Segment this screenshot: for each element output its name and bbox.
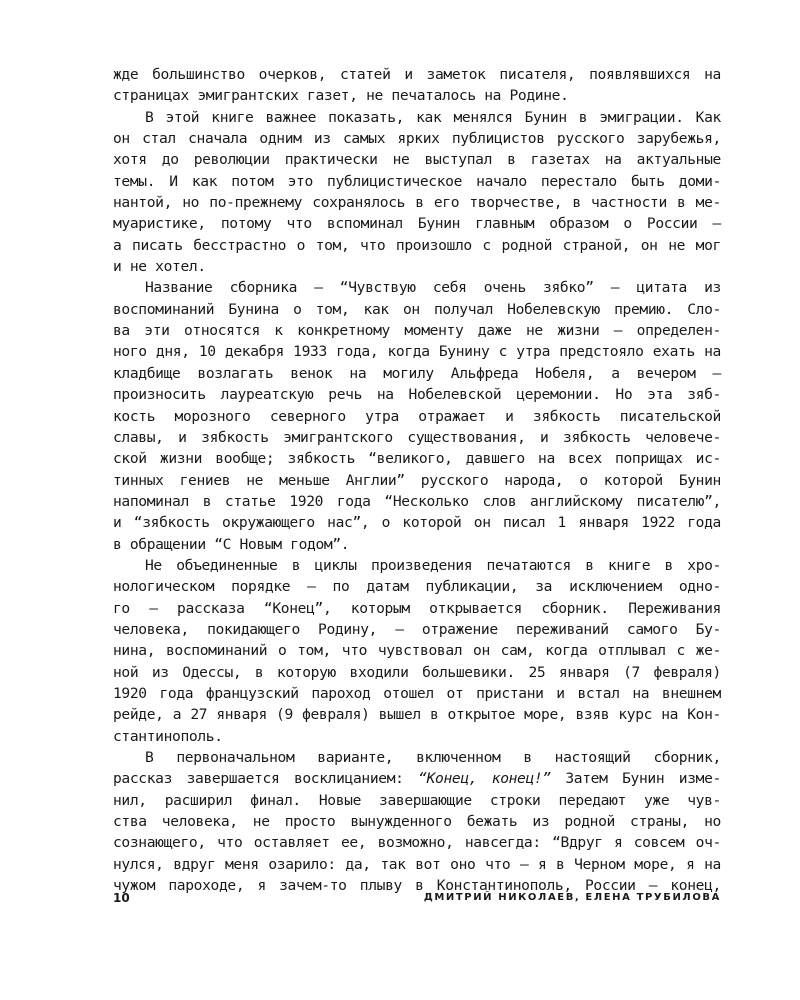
text-line: нологическом порядке — по датам публикации, за исключением одно-	[113, 578, 721, 596]
page-number: 10	[113, 891, 130, 905]
text-column	[113, 64, 721, 896]
text-line: кость морозного северного утра отражает и зябкость писательской	[113, 407, 721, 425]
text-line: напоминал в статье 1920 года “Несколько слов английскому писателю”,	[113, 492, 721, 510]
text-line: темы. И как потом это публицистическое начало перестало быть доми-	[113, 172, 721, 190]
page-body	[113, 64, 721, 896]
text-line: он стал сначала одним из самых ярких публицистов русского зарубежья,	[113, 130, 721, 148]
text-line: кладбище возлагать венок на могилу Альфреда Нобеля, а вечером —	[113, 364, 721, 382]
text-line: и “зябкость окружающего нас”, о которой он писал 1 января 1922 года	[113, 514, 721, 532]
text-line: нина, воспоминаний о том, что чувствовал он сам, когда отплывал с же-	[113, 642, 721, 660]
text-line: произносить лауреатскую речь на Нобелевской церемонии. Но эта зяб-	[113, 386, 721, 404]
text-line: нулся, вдруг меня озарило: да, так вот оно что — я в Черном море, я на	[113, 855, 721, 873]
text-fragment: рассказ завершается восклицанием:	[113, 770, 404, 788]
text-line: ской жизни вообще; зябкость “великого, давшего на всех поприщах ис-	[113, 450, 721, 468]
text-line: в обращении “С Новым годом”.	[113, 535, 350, 553]
text-line: ства человека, не просто вынужденного бежать из родной страны, но	[113, 813, 721, 831]
text-line: 1920 года французский пароход отошел от пристани и встал на внешнем	[113, 684, 721, 702]
text-line: нил, расширил финал. Новые завершающие строки передают уже чув-	[113, 791, 721, 809]
text-line: славы, и зябкость эмигрантского существования, и зябкость человече-	[113, 428, 721, 446]
text-line: муаристике, потому что вспоминал Бунин главным образом о России —	[113, 215, 721, 233]
page-footer	[113, 891, 721, 911]
text-line: а писать бесстрастно о том, что произошло с родной страной, он не мог	[113, 236, 721, 254]
running-head-authors: ДМИТРИЙ НИКОЛАЕВ, ЕЛЕНА ТРУБИЛОВА	[423, 892, 721, 903]
text-line: Не объединенные в циклы произведения печатаются в книге в хро-	[145, 556, 721, 574]
text-line: ного дня, 10 декабря 1933 года, когда Бунину с утра предстояло ехать на	[113, 343, 721, 361]
text-line: Название сборника — “Чувствую себя очень зябко” — цитата из	[145, 279, 721, 297]
text-line: ной из Одессы, в которую входили большевики. 25 января (7 февраля)	[113, 663, 721, 681]
text-line: сознающего, что оставляет ее, возможно, навсегда: “Вдруг я совсем оч-	[113, 834, 721, 852]
text-line: человека, покидающего Родину, — отражение переживаний самого Бу-	[113, 620, 721, 638]
quote-italic: “Конец, конец!”	[418, 770, 551, 788]
text-line	[113, 768, 721, 789]
text-line: тинных гениев не меньше Англии” русского народа, о которой Бунин	[113, 471, 721, 489]
text-line: и не хотел.	[113, 258, 206, 276]
text-line: хотя до революции практически не выступал в газетах на актуальные	[113, 151, 721, 169]
text-line: стантинополь.	[113, 727, 223, 745]
text-line: ва эти относятся к конкретному моменту даже не жизни — определен-	[113, 322, 721, 340]
text-fragment: Затем Бунин изме-	[565, 770, 721, 788]
text-line: В первоначальном варианте, включенном в настоящий сборник,	[145, 749, 721, 766]
text-line: жде большинство очерков, статей и заметок писателя, появлявшихся на	[113, 66, 721, 83]
text-line: нантой, но по-прежнему сохранялось в его творчестве, в частности в ме-	[113, 194, 721, 212]
text-line: В этой книге важнее показать, как менялся Бунин в эмиграции. Как	[145, 108, 721, 126]
text-line: чужом пароходе, я зачем-то плыву в Константинополь, России — конец,	[113, 877, 721, 895]
text-line: рейде, а 27 января (9 февраля) вышел в открытое море, взяв курс на Кон-	[113, 706, 721, 724]
text-line: страницах эмигрантских газет, не печаталось на Родине.	[113, 87, 569, 105]
text-line: го — рассказа “Конец”, которым открывается сборник. Переживания	[113, 599, 721, 617]
text-line: воспоминаний Бунина о том, как он получал Нобелевскую премию. Сло-	[113, 300, 721, 318]
